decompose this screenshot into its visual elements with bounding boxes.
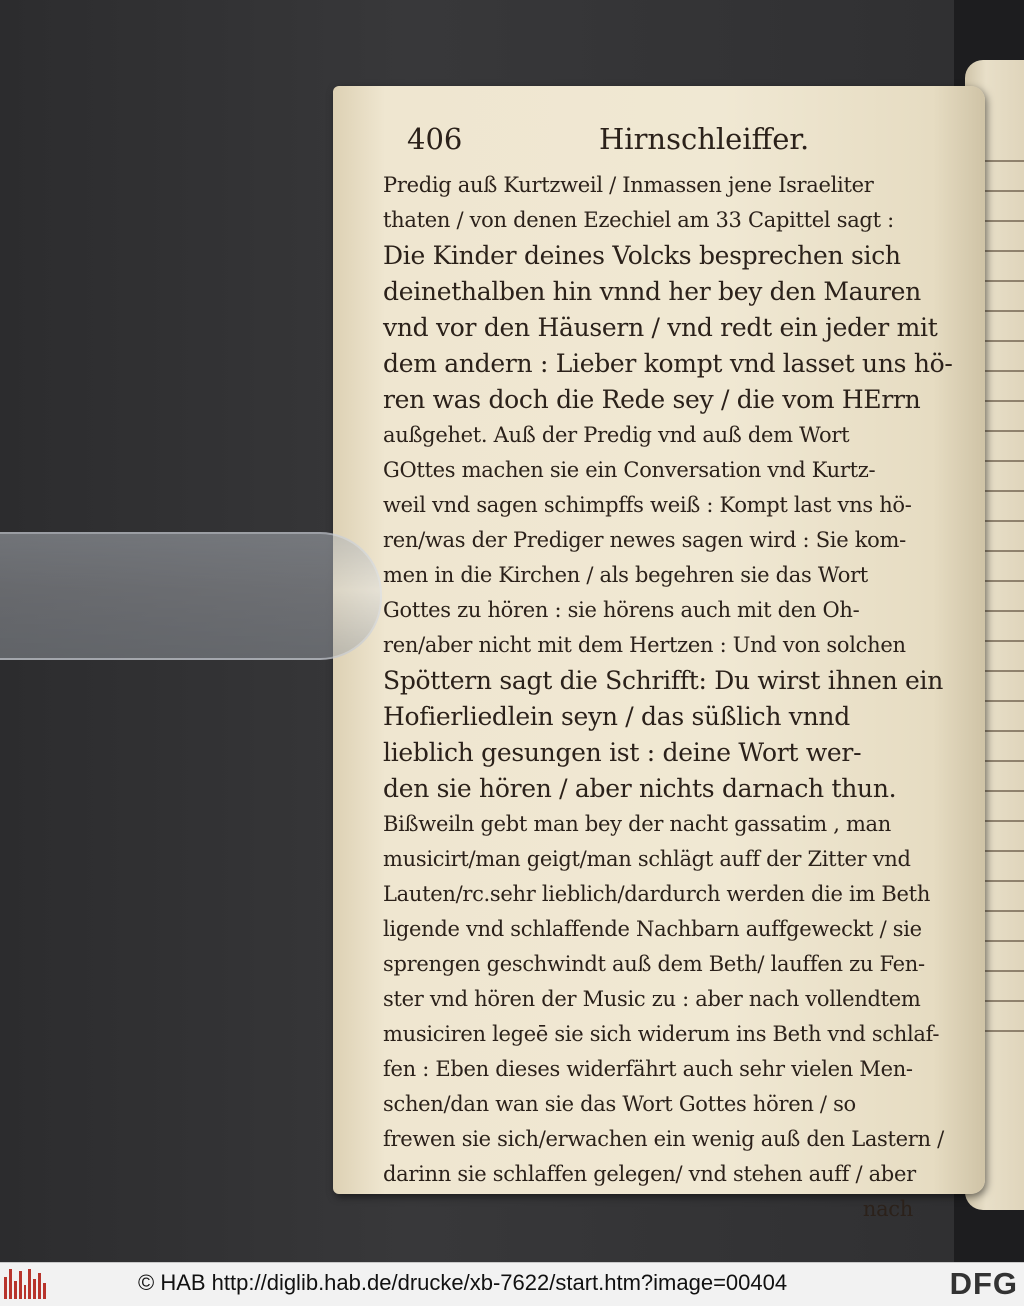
page-number: 406 bbox=[407, 122, 463, 156]
text-line: ster vnd hören der Music zu : aber nach vollendtem bbox=[383, 987, 921, 1011]
copyright-url[interactable]: © HAB http://diglib.hab.de/drucke/xb-7622/start.htm?image=00404 bbox=[138, 1270, 788, 1295]
text-line: Lauten/rc.sehr lieblich/dardurch werden die im Beth bbox=[383, 882, 931, 906]
text-line: frewen sie sich/erwachen ein wenig auß den Lastern / bbox=[383, 1127, 944, 1151]
dfg-logo-icon: DFG bbox=[949, 1266, 1018, 1301]
text-line: thaten / von denen Ezechiel am 33 Capittel sagt : bbox=[383, 208, 894, 232]
text-line: ren/aber nicht mit dem Hertzen : Und von solchen bbox=[383, 633, 906, 657]
text-line: Die Kinder deines Volcks besprechen sich bbox=[383, 241, 901, 270]
text-line: ligende vnd schlaffende Nachbarn auffgeweckt / sie bbox=[383, 917, 922, 941]
text-line: Hofierliedlein seyn / das süßlich vnnd bbox=[383, 702, 850, 731]
text-line: men in die Kirchen / als begehren sie das Wort bbox=[383, 563, 868, 587]
page-header bbox=[383, 116, 953, 168]
text-line: vnd vor den Häusern / vnd redt ein jeder mit bbox=[383, 313, 938, 342]
page-text bbox=[383, 116, 953, 1227]
text-line: den sie hören / aber nichts darnach thun. bbox=[383, 774, 897, 803]
running-title: Hirnschleiffer. bbox=[599, 122, 810, 156]
footer-bar bbox=[0, 1262, 1024, 1306]
text-line: Spöttern sagt die Schrifft: Du wirst ihnen ein bbox=[383, 666, 944, 695]
text-line: schen/dan wan sie das Wort Gottes hören / so bbox=[383, 1092, 856, 1116]
catchword: nach bbox=[862, 1197, 913, 1221]
text-line: Gottes zu hören : sie hörens auch mit den Oh- bbox=[383, 598, 860, 622]
text-line: fen : Eben dieses widerfährt auch sehr vielen Men- bbox=[383, 1057, 913, 1081]
text-line: Bißweiln gebt man bey der nacht gassatim , man bbox=[383, 812, 892, 836]
text-line: musiciren legeē sie sich widerum ins Beth vnd schlaf- bbox=[383, 1022, 940, 1046]
hab-barcode-logo-icon bbox=[4, 1269, 46, 1299]
text-line: sprengen geschwindt auß dem Beth/ lauffen zu Fen- bbox=[383, 952, 925, 976]
text-line: Predig auß Kurtzweil / Inmassen jene Israeliter bbox=[383, 173, 874, 197]
text-line: außgehet. Auß der Predig vnd auß dem Wort bbox=[383, 423, 850, 447]
text-line: deinethalben hin vnnd her bey den Mauren bbox=[383, 277, 921, 306]
text-line: dem andern : Lieber kompt vnd lasset uns hö- bbox=[383, 349, 953, 378]
text-line: darinn sie schlaffen gelegen/ vnd stehen auff / aber bbox=[383, 1162, 916, 1186]
text-line: ren/was der Prediger newes sagen wird : Sie kom- bbox=[383, 528, 906, 552]
text-line: lieblich gesungen ist : deine Wort wer- bbox=[383, 738, 862, 767]
text-line: ren was doch die Rede sey / die vom HErrn bbox=[383, 385, 921, 414]
page-clamp bbox=[0, 532, 382, 660]
text-line: musicirt/man geigt/man schlägt auff der Zitter vnd bbox=[383, 847, 911, 871]
text-line: weil vnd sagen schimpffs weiß : Kompt last vns hö- bbox=[383, 493, 912, 517]
text-line: GOttes machen sie ein Conversation vnd Kurtz- bbox=[383, 458, 876, 482]
